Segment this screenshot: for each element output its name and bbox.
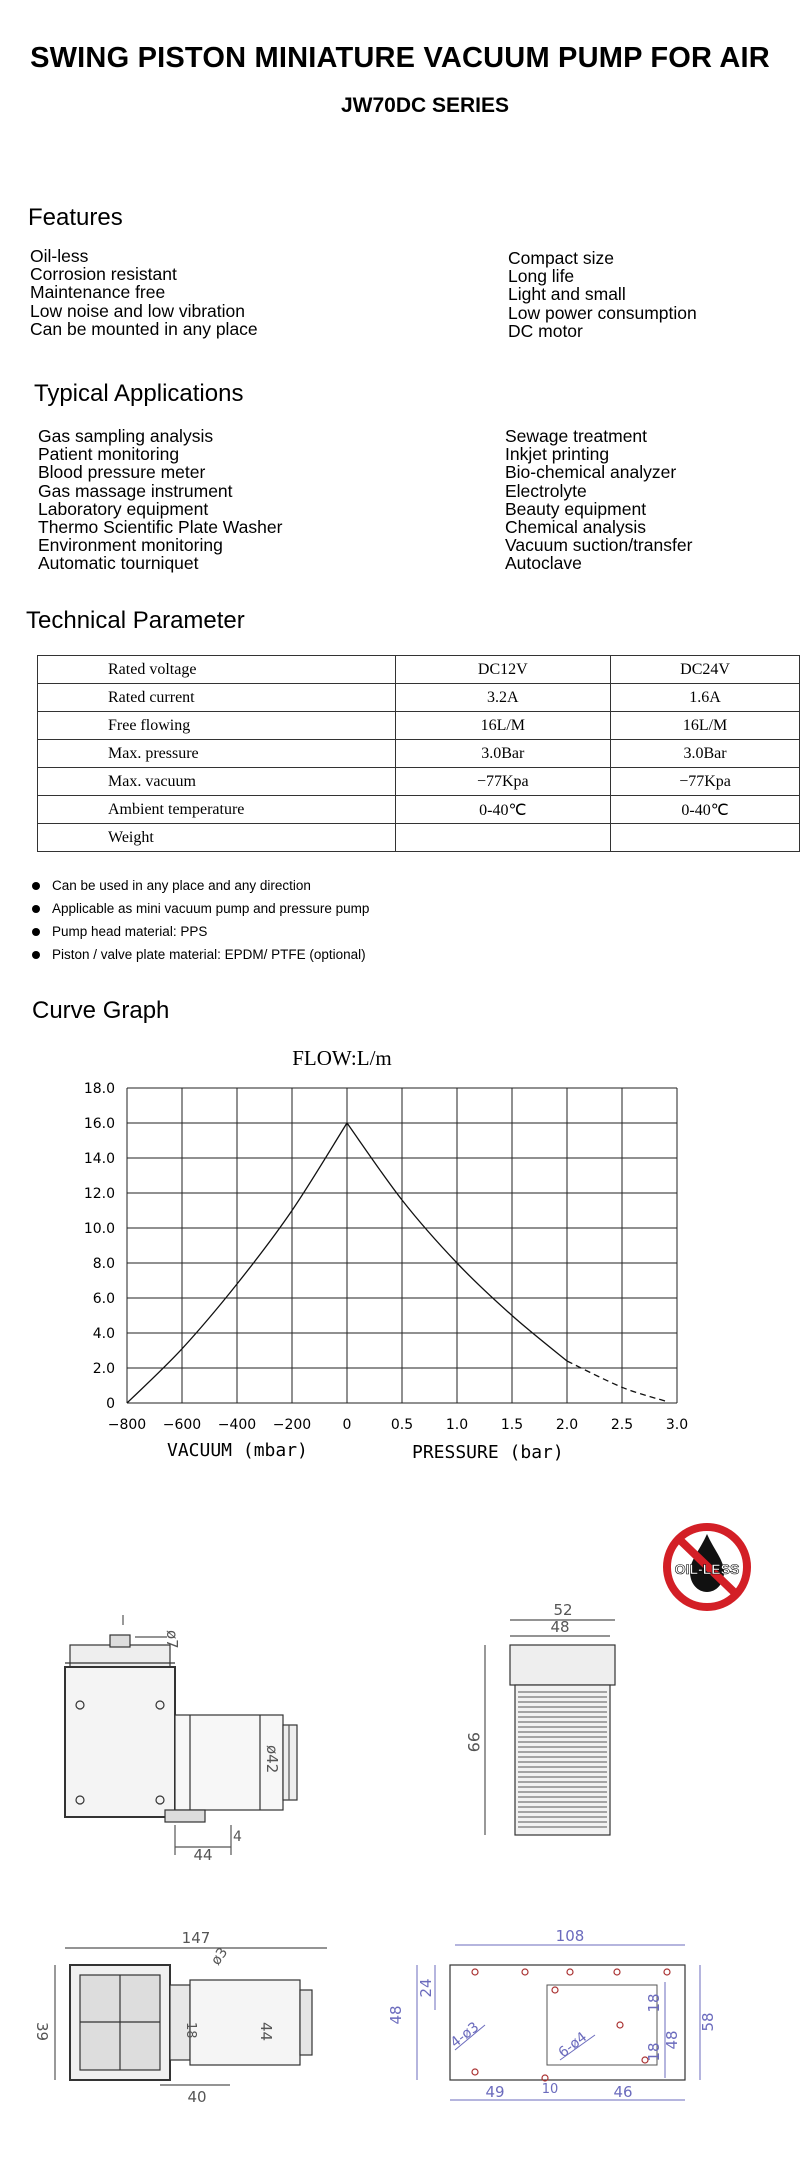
list-item: Piston / valve plate material: EPDM/ PTFE (optional) [30,943,369,966]
table-row [38,796,800,824]
dim-48-base: 48 [387,2005,405,2025]
dim-44-top: 44 [257,2022,275,2042]
y-tick-label: 18.0 [83,1081,115,1097]
list-item: Bio-chemical analyzer [505,462,677,483]
dim-d7: ø7 [163,1630,181,1649]
pump-top-view-drawing [35,1930,355,2110]
mounting-holes [472,1969,670,2081]
list-item: Low power consumption [508,302,697,323]
list-item: Automatic tourniquet [38,553,199,574]
dim-10: 10 [541,2082,559,2097]
dim-44: 44 [193,1846,213,1864]
technical-heading: Technical Parameter [26,607,245,634]
y-tick-label: 12.0 [83,1186,115,1202]
series-subtitle: JW70DC SERIES [340,94,510,117]
list-item: Applicable as mini vacuum pump and pressure pump [30,897,369,920]
param-value-12v: 16L/M [395,712,611,740]
list-item: Can be mounted in any place [30,318,258,339]
table-row [38,712,800,740]
param-label: Max. pressure [38,740,396,768]
parameter-table [37,655,800,852]
list-item: Oil-less [30,246,89,266]
dim-6-d4: 6-ø4 [555,2029,591,2062]
x-tick-label: 2.5 [610,1417,634,1433]
list-item: Gas sampling analysis [38,426,214,446]
pump-side-view-drawing [55,1615,355,1864]
list-item: Sewage treatment [505,426,648,446]
list-item: Environment monitoring [38,535,223,556]
list-item: Chemical analysis [505,517,647,538]
table-row [38,684,800,712]
x-tick-label: 1.0 [445,1417,469,1433]
list-item: Long life [508,266,575,287]
param-label: Max. vacuum [38,768,396,796]
badge-text: OIL-LESS [674,1561,740,1577]
list-item: Thermo Scientific Plate Washer [38,517,283,538]
param-value-24v: 3.0Bar [611,740,800,768]
x-axis-label-pressure: PRESSURE (bar) [412,1442,564,1463]
chart-title: FLOW:L/m [292,1046,392,1070]
dim-40: 40 [187,2088,207,2106]
dim-18b: 18 [645,2042,663,2062]
list-item: Low noise and low vibration [30,300,245,321]
features-heading: Features [28,204,123,231]
y-tick-label: 6.0 [92,1291,115,1307]
curve-heading: Curve Graph [32,997,170,1024]
y-tick-label: 0 [106,1396,115,1412]
param-value-12v: 3.2A [395,684,611,712]
x-axis-label-vacuum: VACUUM (mbar) [167,1440,308,1461]
x-tick-label: −800 [107,1417,147,1433]
pump-front-view-drawing [460,1600,640,1860]
param-label: Free flowing [38,712,396,740]
param-label: Ambient temperature [38,796,396,824]
dim-39: 39 [33,2022,51,2042]
y-tick-label: 2.0 [92,1361,115,1377]
list-item: Patient monitoring [38,444,180,465]
dim-18a: 18 [645,1993,663,2013]
table-row [38,824,800,852]
dim-58: 58 [699,2012,717,2032]
param-value-24v: 1.6A [611,684,800,712]
list-item: Gas massage instrument [38,480,233,501]
x-tick-label: 2.0 [555,1417,579,1433]
features-left-list [30,247,258,338]
param-label: Weight [38,824,396,852]
x-tick-label: 1.5 [500,1417,524,1433]
list-item: Maintenance free [30,282,166,303]
param-value-24v: DC24V [611,656,800,684]
notes-list [30,874,369,966]
list-item: Blood pressure meter [38,462,206,483]
chart-grid [127,1088,677,1403]
list-item: Light and small [508,284,626,305]
dim-4-d3: 4-ø3 [447,2019,483,2052]
dim-49: 49 [485,2083,505,2101]
param-value-12v: DC12V [395,656,611,684]
dim-d42: ø42 [263,1745,281,1774]
list-item: Can be used in any place and any direction [30,874,369,897]
applications-right-list [505,427,692,573]
param-value-24v: 0-40℃ [611,796,800,824]
pressure-curve-dashed [567,1361,666,1401]
dim-46: 46 [613,2083,633,2101]
y-tick-label: 14.0 [83,1151,115,1167]
features-right-list [508,249,697,340]
flow-curve-chart [0,1040,800,1480]
param-value-12v [395,824,611,852]
y-tick-label: 8.0 [92,1256,115,1272]
list-item: Laboratory equipment [38,498,209,519]
list-item: Pump head material: PPS [30,920,369,943]
x-tick-label: 0.5 [390,1417,414,1433]
param-label: Rated current [38,684,396,712]
dim-4: 4 [233,1829,242,1845]
list-item: Beauty equipment [505,498,647,519]
dim-48: 48 [550,1618,570,1636]
dim-99: 99 [464,1732,483,1753]
x-tick-label: 0 [342,1417,352,1433]
y-tick-label: 4.0 [92,1326,115,1342]
x-tick-label: −200 [272,1417,312,1433]
list-item: Compact size [508,248,615,268]
table-row [38,656,800,684]
page-title: SWING PISTON MINIATURE VACUUM PUMP FOR AIR [30,42,770,74]
param-value-12v: 0-40℃ [395,796,611,824]
oil-less-badge [660,1522,755,1612]
list-item: Vacuum suction/transfer [505,535,693,556]
applications-left-list [38,427,282,573]
dim-147: 147 [181,1929,211,1947]
applications-heading: Typical Applications [34,380,244,407]
y-tick-label: 10.0 [83,1221,115,1237]
param-value-12v: 3.0Bar [395,740,611,768]
list-item: Electrolyte [505,480,587,501]
list-item: Autoclave [505,553,582,574]
param-value-12v: −77Kpa [395,768,611,796]
dim-24: 24 [417,1978,435,1998]
list-item: Inkjet printing [505,444,610,465]
list-item: Corrosion resistant [30,264,177,285]
param-label: Rated voltage [38,656,396,684]
dim-d3: ø3 [208,1944,232,1969]
x-axis-ticks [108,1417,688,1433]
table-row [38,768,800,796]
param-value-24v [611,824,800,852]
dim-18: 18 [183,2022,198,2039]
list-item: DC motor [508,320,583,341]
dim-108: 108 [555,1927,585,1945]
param-value-24v: 16L/M [611,712,800,740]
x-tick-label: −400 [217,1417,257,1433]
y-tick-label: 16.0 [83,1116,115,1132]
x-tick-label: 3.0 [665,1417,689,1433]
y-axis-ticks [84,1081,115,1412]
base-mounting-drawing [387,1927,717,2115]
dim-52: 52 [553,1601,573,1619]
x-tick-label: −600 [162,1417,202,1433]
param-value-24v: −77Kpa [611,768,800,796]
dim-48b: 48 [663,2030,681,2050]
table-row [38,740,800,768]
